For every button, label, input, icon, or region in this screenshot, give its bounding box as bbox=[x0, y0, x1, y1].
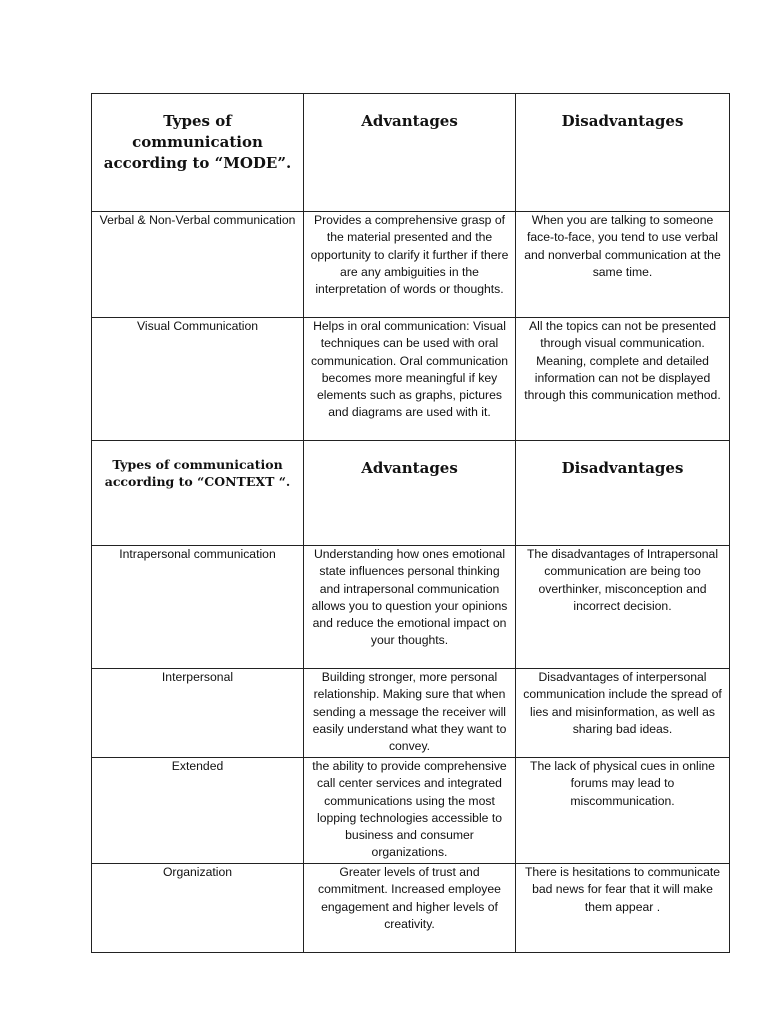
mode-type-heading: Types of communication according to “MODE”. bbox=[92, 94, 304, 212]
table-row bbox=[92, 758, 730, 864]
row-type-cell: Intrapersonal communication bbox=[92, 546, 304, 669]
table-row bbox=[92, 546, 730, 669]
row-advantages-cell: Understanding how ones emotional state influences personal thinking and intrapersonal communication allows you to question your opinions and reduce the emotional impact on your thoughts. bbox=[304, 546, 516, 669]
row-advantages-cell: Helps in oral communication: Visual techniques can be used with oral communication. Oral communication becomes more meaningful if key elements such as graphs, pictures and diagrams are used with it. bbox=[304, 318, 516, 441]
context-disadvantages-heading: Disadvantages bbox=[516, 441, 730, 546]
context-header-row bbox=[92, 441, 730, 546]
mode-advantages-heading: Advantages bbox=[304, 94, 516, 212]
row-type-cell: Verbal & Non-Verbal communication bbox=[92, 212, 304, 318]
table-row bbox=[92, 669, 730, 758]
table-row bbox=[92, 318, 730, 441]
row-disadvantages-cell: The disadvantages of Intrapersonal communication are being too overthinker, misconception and incorrect decision. bbox=[516, 546, 730, 669]
row-type-cell: Visual Communication bbox=[92, 318, 304, 441]
row-disadvantages-cell: All the topics can not be presented through visual communication. Meaning, complete and detailed information can not be displayed through this communication method. bbox=[516, 318, 730, 441]
table-row bbox=[92, 212, 730, 318]
table-row bbox=[92, 864, 730, 953]
row-disadvantages-cell: There is hesitations to communicate bad news for fear that it will make them appear . bbox=[516, 864, 730, 953]
row-type-cell: Interpersonal bbox=[92, 669, 304, 758]
row-advantages-cell: Greater levels of trust and commitment. Increased employee engagement and higher levels of creativity. bbox=[304, 864, 516, 953]
row-type-cell: Organization bbox=[92, 864, 304, 953]
row-type-cell: Extended bbox=[92, 758, 304, 864]
row-advantages-cell: Provides a comprehensive grasp of the material presented and the opportunity to clarify it further if there are any ambiguities in the interpretation of words or thoughts. bbox=[304, 212, 516, 318]
row-advantages-cell: the ability to provide comprehensive call center services and integrated communications using the most lopping technologies accessible to business and consumer organizations. bbox=[304, 758, 516, 864]
mode-header-row bbox=[92, 94, 730, 212]
row-disadvantages-cell: When you are talking to someone face-to-face, you tend to use verbal and nonverbal communication at the same time. bbox=[516, 212, 730, 318]
context-type-heading: Types of communication according to “CONTEXT “. bbox=[92, 441, 304, 546]
communication-types-table bbox=[91, 93, 730, 953]
row-advantages-cell: Building stronger, more personal relationship. Making sure that when sending a message the receiver will easily understand what they want to convey. bbox=[304, 669, 516, 758]
row-disadvantages-cell: Disadvantages of interpersonal communication include the spread of lies and misinformation, as well as sharing bad ideas. bbox=[516, 669, 730, 758]
context-advantages-heading: Advantages bbox=[304, 441, 516, 546]
mode-disadvantages-heading: Disadvantages bbox=[516, 94, 730, 212]
row-disadvantages-cell: The lack of physical cues in online forums may lead to miscommunication. bbox=[516, 758, 730, 864]
